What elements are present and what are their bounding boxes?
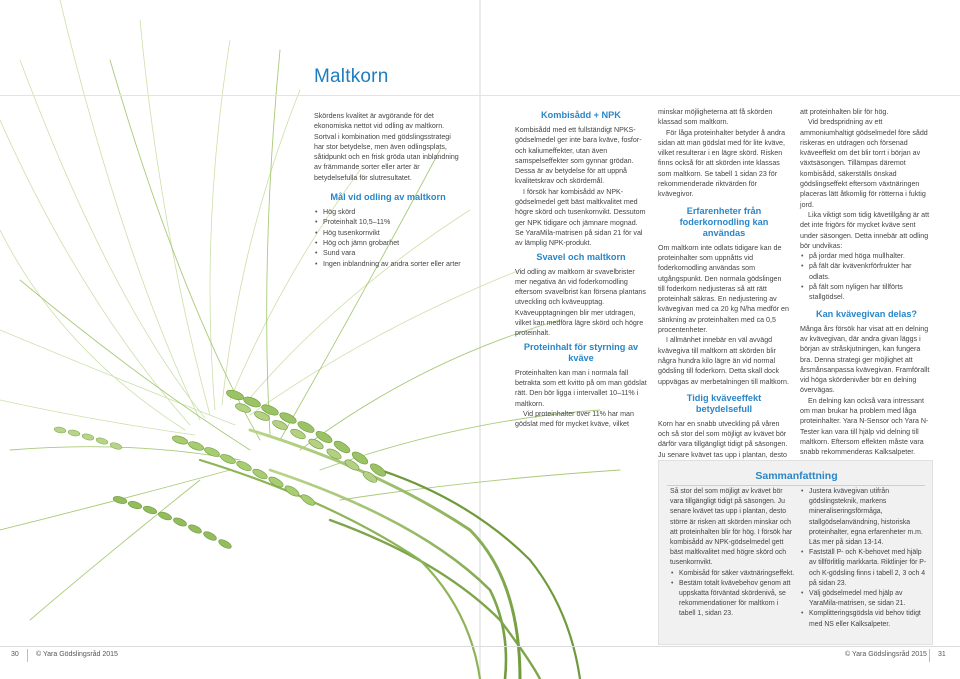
summary-right-list bbox=[800, 487, 928, 630]
paragraph: I allmänhet innebär en väl avvägd kvävegiva till maltkorn att skörden blir några hundra kilo lägre än vid normal gödsling till foderkorn. Detta skall dock uppvägas av merbetalningen till maltkorn. bbox=[658, 336, 789, 386]
section-heading-tidig-kvaveeffekt: Tidig kväveeffekt betydelsefull bbox=[686, 392, 762, 414]
column-2 bbox=[515, 107, 647, 429]
list-item: • på fält som nyligen har tillförts stallgödsel. bbox=[800, 282, 933, 303]
paragraph: Proteinhalten kan man i normala fall betrakta som ett kvitto på om man gödslat rätt. Den bör ligga i intervallet 10–11% i maltkorn. bbox=[515, 368, 647, 408]
column-4 bbox=[800, 107, 933, 458]
paragraph: minskar möjligheterna att få skörden klassad som maltkorn. bbox=[658, 108, 773, 127]
list-item: • Hög tusenkornvikt bbox=[314, 228, 462, 238]
spine-fold bbox=[479, 0, 481, 679]
paragraph: Om maltkorn inte odlats tidigare kan de proteinhalter som uppnåtts vid foderkornodling användas som utgångspunkt. Den normala gödslingen till foderkorn nedjusteras så att rätt proteinhalt säkras. En nedjustering av kvävegivan med ca 20 kg N/ha medför en sänkning av proteinhalten med ca 0,5 procentenheter. bbox=[658, 243, 789, 335]
list-item: • Välj gödselmedel med hjälp av YaraMila-matrisen, se sidan 21. bbox=[800, 589, 928, 609]
goals-heading: Mål vid odling av maltkorn bbox=[330, 192, 446, 203]
left-copyright: © Yara Gödslingsråd 2015 bbox=[36, 651, 118, 658]
avoid-list bbox=[800, 251, 933, 302]
paragraph: att proteinhalten blir för hög. bbox=[800, 108, 889, 116]
summary-left-list bbox=[670, 569, 795, 620]
summary-left-column bbox=[670, 487, 795, 620]
goals-list bbox=[314, 207, 462, 269]
paragraph: En delning kan också vara intressant om man brukar ha problem med låga proteinhalter. Yara N-Sensor och Yara N-Tester kan vara till hjälp vid delning till maltkorn. Eftersom effekten måste vara snabb rekommenderas Kalksalpeter. bbox=[800, 396, 929, 457]
paragraph: Korn har en snabb utveckling på våren och så stor del som möjligt av kvävet bör därför vara tillgängligt tidigt på säsongen. Ju senare kvävet tas upp i plantan, desto bbox=[658, 419, 788, 459]
paragraph: Vid proteinhalter över 11% har man gödslat med för mycket kväve, vilket bbox=[515, 409, 634, 429]
list-item: • på fält där kvävenkrförfrukter har odlats. bbox=[800, 261, 933, 282]
right-page-number: 31 bbox=[938, 651, 946, 658]
list-item: • Hög skörd bbox=[314, 207, 462, 217]
paragraph: Kombisådd med ett fullständigt NPKS-gödselmedel ger inte bara kväve, fosfor- och kaliumeffekter, utan även samspelseffekter som gynnar grödan. Dessa är av betydelse för att uppnå kvalitetskrav och skördemål. bbox=[515, 126, 642, 186]
paragraph: Vid odling av maltkorn är svavelbrister mer negativa än vid foderkornodling eftersom svavelbrist kan försena plantans utveckling och kväveupptag. Kväveupptagningen blir mer utdragen, vilket kan medföra lägre skörd och högre proteinhalt. bbox=[515, 267, 646, 338]
paragraph: I försök har kombisådd av NPK-gödselmedel gett bäst maltkvalitet med högre skörd och tusenkornvikt. Dessutom ger NPK tidigare och jämnare mognad. Se YaraMila-matrisen på sidan 21 för val av lämplig NPK-produkt. bbox=[515, 187, 646, 248]
right-copyright: © Yara Gödslingsråd 2015 bbox=[845, 651, 927, 658]
section-heading-svavel: Svavel och maltkorn bbox=[536, 251, 626, 262]
section-heading-delning: Kan kvävegivan delas? bbox=[815, 308, 918, 319]
section-heading-kombisadd: Kombisådd + NPK bbox=[541, 110, 621, 120]
summary-title: Sammanfattning bbox=[755, 470, 838, 482]
list-item: • på jordar med höga mullhalter. bbox=[800, 251, 933, 261]
summary-paragraph: Så stor del som möjligt av kvävet bör vara tillgängligt tidigt på säsongen. Ju senare kvävet tas upp i plantan, desto större är risken att skörden minskar och att proteinhalten blir för hög. I försök har kombisådd av NPK-gödselmedel gett bäst maltkvalitet med högre skörd och tusenkornvikt. bbox=[670, 488, 793, 567]
list-item: • Ingen inblandning av andra sorter eller arter bbox=[314, 259, 462, 269]
footer-divider bbox=[0, 646, 960, 647]
list-item: • Justera kvävegivan utifrån gödslingsteknik, markens mineraliseringsförmåga, stallgödselanvändning, historiska proteinhalter, egna erfarenheter m.m. Läs mer på sidan 13-14. bbox=[800, 487, 928, 548]
section-heading-erfarenheter: Erfarenheter från foderkornodling kan användas bbox=[679, 205, 769, 238]
paragraph: För låga proteinhalter betyder å andra sidan att man gödslat med för lite kväve, vilket resulterar i en lägre skörd. Risken finns också för att skörden inte klassas som maltkorn. Se tabell 1 sidan 23 för rekommenderade riktvärden för kvävegivor. bbox=[658, 128, 786, 199]
list-item: • Fastställ P- och K-behovet med hjälp av tillförlitlig markkarta. Riktlinjer för P- och K-gödsling finns i tabell 2, 3 och 4 på sidan 23. bbox=[800, 548, 928, 589]
summary-divider bbox=[667, 485, 925, 486]
footer-separator bbox=[27, 649, 28, 662]
intro-column bbox=[314, 111, 462, 269]
title-divider bbox=[0, 95, 960, 96]
list-item: • Sund vara bbox=[314, 248, 462, 258]
list-item: • Komplitteringsgödsla vid behov tidigt med NS eller Kalksalpeter. bbox=[800, 609, 928, 629]
left-page-number: 30 bbox=[11, 651, 19, 658]
list-item: • Bestäm totalt kvävebehov genom att uppskatta förväntad skördenivå, se rekommendationer för maltkorn i tabell 1, sidan 23. bbox=[670, 579, 795, 620]
paragraph: Många års försök har visat att en delning av kvävegivan, där andra givan läggs i början av stråskjutningen, kan fungera bra. Denna strategi ger möjlighet att årsmånsanpassa kvävegivan. Framförallt vid höga skördenivåer bör en delning övervägas. bbox=[800, 324, 930, 395]
footer-separator bbox=[929, 649, 930, 662]
summary-right-column bbox=[800, 487, 928, 630]
intro-paragraph: Skördens kvalitet är avgörande för det ekonomiska nettot vid odling av maltkorn. Sortval i kombination med gödslingsstrategi har stor betydelse, men även odlingsplats, såtidpunkt och en frisk gröda utan inblandning av främmande sorter eller arter är betydelsefulla för slutresultatet. bbox=[314, 112, 459, 182]
section-heading-proteinhalt: Proteinhalt för styrning av kväve bbox=[523, 341, 639, 363]
list-item: • Proteinhalt 10,5–11% bbox=[314, 217, 462, 227]
column-3 bbox=[658, 107, 790, 470]
paragraph: Lika viktigt som tidig kävetillgång är att det inte frigörs för mycket kväve sent under säsongen. Detta innebär att odling bör undvikas: bbox=[800, 210, 930, 250]
page-title: Maltkorn bbox=[314, 66, 389, 87]
list-item: • Hög och jämn grobarhet bbox=[314, 238, 462, 248]
list-item: • Kombisåd för säker växtnäringseffekt. bbox=[670, 569, 795, 579]
paragraph: Vid bredspridning av ett ammoniumhaltigt gödselmedel före sådd riskeras en utdragen och försenad kväveeffekt om det blir torrt i början av växtsäsongen. Tillämpas däremot kombisådd, säkerställs önskad gödslingseffekt eftersom växtnäringen placeras lätt åtkomlig för rötterna i fuktig jord. bbox=[800, 118, 928, 209]
